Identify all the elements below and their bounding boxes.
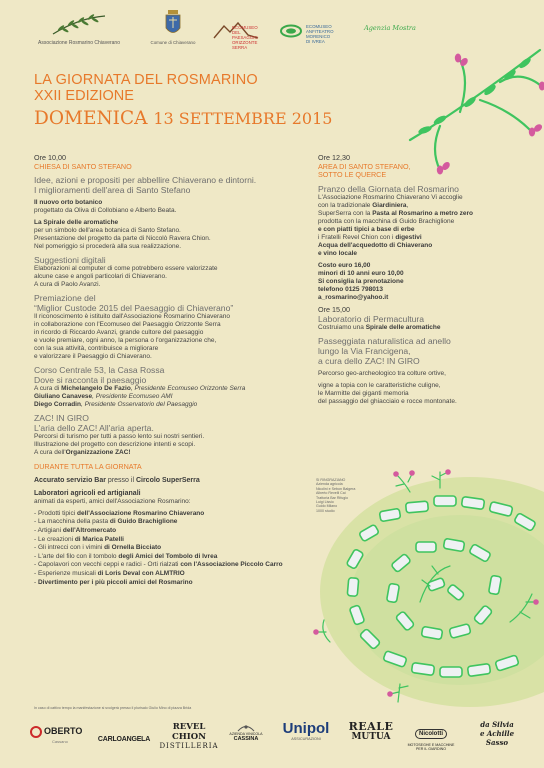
lab-subtitle: animati da esperti, amici dell'Associazione Rosmarino: bbox=[34, 497, 191, 505]
intro-line1: Idee, azioni e propositi per abbellire Chiaverano e dintorni. bbox=[34, 175, 257, 186]
lab-item-label: - L'arte del filo con il tombolo bbox=[34, 552, 119, 560]
zac-text: Illustrazione del progetto con descrizione intenti e scopi. bbox=[34, 441, 196, 449]
lab-item-author: degli Amici del Tombolo di Ivrea bbox=[118, 552, 218, 560]
logo-ecomuseo-line: ORIZZONTE bbox=[232, 40, 258, 45]
corso-curator-role: , Presidente Osservatorio del Paesaggio bbox=[80, 401, 198, 409]
zac-text bbox=[34, 449, 292, 457]
lab-list-item bbox=[34, 553, 292, 562]
sponsor-cassina-sub: AZIENDA VINICOLA bbox=[229, 732, 263, 736]
lab-item-author: di Loris Deval con ALMTRIO bbox=[97, 569, 185, 577]
rosemary-branch-icon bbox=[49, 12, 109, 38]
bar-mid: presso il bbox=[105, 476, 136, 484]
pranzo-text bbox=[318, 202, 518, 210]
sponsor-revel-chion bbox=[156, 722, 222, 750]
thanks-note-line: Nicolini e Sebon Balgera bbox=[316, 486, 356, 491]
sponsor-oberto-sub: Cassano bbox=[52, 739, 68, 744]
logo-ecomuseo-line: ECOMUSEO DEL bbox=[232, 25, 258, 35]
lab-permacultura-text bbox=[318, 324, 518, 332]
passeggiata-title: Passeggiata naturalistica ad anello bbox=[318, 336, 451, 347]
sponsor-revel-sub: DISTILLERIA bbox=[159, 742, 219, 750]
pranzo-text: e vino locale bbox=[318, 249, 358, 257]
zac-text-org: Organizzazione ZAC! bbox=[65, 449, 131, 457]
time-1000: Ore 10,00 bbox=[34, 153, 66, 162]
lab-list-item bbox=[34, 527, 292, 536]
pranzo-text: L'Associazione Rosmarino Chiaverano Vi accoglie bbox=[318, 193, 463, 201]
pranzo-text: Acqua dell'acquedotto di Chiaverano bbox=[318, 241, 433, 249]
premio-title: Premiazione del bbox=[34, 293, 96, 304]
pranzo-text-bold: Giardiniera bbox=[372, 201, 407, 209]
costo-email[interactable]: a_rosmarino@yahoo.it bbox=[318, 293, 389, 301]
sponsor-nicolotti-name: Nicolotti bbox=[415, 729, 447, 739]
title-edition: XXII EDIZIONE bbox=[34, 88, 134, 104]
spirale-text: per un simbolo dell'area botanica di Santo Stefano. bbox=[34, 227, 181, 235]
thanks-note-line: Trattoria Bar Rifugio bbox=[316, 495, 349, 500]
corso-curator-name: Giuliano Canavese bbox=[34, 393, 93, 401]
costo-line: Costo euro 16,00 bbox=[318, 261, 371, 269]
digitali-title: Suggestioni digitali bbox=[34, 255, 106, 266]
lab-list-item bbox=[34, 510, 292, 519]
thanks-note bbox=[316, 478, 376, 513]
swirl-logo-icon bbox=[280, 24, 302, 38]
time-1230: Ore 12,30 bbox=[318, 153, 350, 162]
pranzo-text-part: i Fratelli Revel Chion con i bbox=[318, 233, 396, 241]
spirale-text: Nel pomeriggio si procederà alla sua realizzazione. bbox=[34, 243, 182, 251]
digitali-text: Elaborazioni al computer di come potrebbero essere valorizzate bbox=[34, 265, 218, 273]
sponsor-reale-mutua bbox=[344, 721, 398, 742]
sponsor-unipol-sub: ASSICURAZIONI bbox=[291, 737, 321, 741]
pranzo-text-part: SuperSerra con la bbox=[318, 209, 373, 217]
place-santo-stefano: AREA DI SANTO STEFANO, bbox=[318, 161, 411, 171]
passeggiata-title: lungo la Via Francigena, bbox=[318, 346, 411, 357]
durante-heading: DURANTE TUTTA LA GIORNATA bbox=[34, 462, 142, 472]
pranzo-title: Pranzo della Giornata del Rosmarino bbox=[318, 183, 459, 194]
logo-ecomuseo-line: SERRA bbox=[232, 45, 248, 50]
event-date-rest: 13 SETTEMBRE 2015 bbox=[153, 109, 333, 128]
passeggiata-text: del passaggio del ghiacciaio e rocce montonate. bbox=[318, 398, 457, 406]
sponsor-cassina bbox=[224, 722, 268, 742]
grapevine-icon bbox=[237, 722, 255, 732]
lab-item-label: - Gli intrecci con i vimini bbox=[34, 544, 105, 552]
sponsor-logos bbox=[0, 718, 544, 762]
thanks-note-line: Guido Milano bbox=[316, 504, 338, 509]
logo-anfiteatro-line: MORENICO bbox=[306, 34, 331, 39]
sponsor-oberto-name: OBERTO bbox=[44, 726, 83, 736]
sponsor-silvia-name: da Silvia bbox=[480, 720, 514, 729]
premio-text: e vuole premiare, ogni anno, la persona o l'organizzazione che, bbox=[34, 337, 217, 345]
intro-line2: I miglioramenti dell'area di Santo Stefano bbox=[34, 185, 191, 196]
logo-associazione-rosmarino bbox=[24, 12, 134, 46]
logo-right-label: Agenzia Mostra bbox=[364, 24, 416, 32]
sponsor-carlo-name: CARLOANGELA bbox=[97, 736, 151, 743]
pranzo-text bbox=[318, 234, 518, 242]
corso-curator bbox=[34, 393, 292, 401]
corso-curator-name: Diego Corradin bbox=[34, 401, 81, 409]
lab-item-author: di Marica Patelli bbox=[74, 535, 124, 543]
event-date bbox=[34, 106, 374, 132]
pranzo-text: e con piatti tipici a base di erbe bbox=[318, 225, 415, 233]
title-line1: LA GIORNATA DEL ROSMARINO bbox=[34, 72, 258, 88]
logo-anfiteatro-line: ANFITEATRO bbox=[306, 29, 334, 34]
logo-ecomuseo-line: PAESAGGIO bbox=[232, 35, 258, 40]
lab-item-author: di Ornella Bicciato bbox=[104, 544, 162, 552]
sponsor-carlo-angela bbox=[92, 728, 156, 746]
corso-title: Corso Centrale 53, la Casa Rossa bbox=[34, 365, 165, 376]
sponsor-nicolotti bbox=[400, 722, 462, 751]
premio-text: Il riconoscimento è istituito dall'Associazione Rosmarino Chiaverano bbox=[34, 313, 230, 321]
costo-line: Si consiglia la prenotazione bbox=[318, 277, 404, 285]
pranzo-text-bold: digestivi bbox=[395, 233, 422, 241]
premio-text: in ricordo di Riccardo Avanzi, grande cultore del paesaggio bbox=[34, 329, 204, 337]
bar-circolo: Circolo SuperSerra bbox=[135, 476, 200, 484]
digitali-text: A cura di Paolo Avanzi. bbox=[34, 281, 101, 289]
lab-permacultura-prefix: Costruiamo una bbox=[318, 324, 366, 332]
logo-associazione-label: Associazione Rosmarino Chiaverano bbox=[38, 40, 120, 46]
title-block bbox=[34, 72, 374, 132]
zac-text-prefix: A cura dell' bbox=[34, 449, 66, 457]
lab-list-item bbox=[34, 518, 292, 527]
pranzo-text-part: con la tradizionale bbox=[318, 201, 373, 209]
digitali-text: alcune case e angoli particolari di Chiaverano. bbox=[34, 273, 167, 281]
passeggiata-title: a cura dello ZAC! IN GIRO bbox=[318, 356, 420, 367]
lab-item-label: - Esperienze musicali bbox=[34, 569, 98, 577]
event-date-day: DOMENICA bbox=[34, 108, 148, 129]
thanks-note-line: Azienda agricola bbox=[316, 482, 343, 487]
sponsor-silvia-name: e Achille Sasso bbox=[479, 729, 515, 747]
sponsor-reale-name: REALE bbox=[348, 720, 394, 733]
lab-item-label: - Artigiani bbox=[34, 526, 63, 534]
bar-service: Accurato servizio Bar bbox=[34, 476, 106, 484]
thanks-note-line: Luigi Lissio bbox=[316, 500, 334, 505]
spirale-title: La Spirale delle aromatiche bbox=[34, 219, 119, 227]
costo-line: minori di 10 anni euro 10,00 bbox=[318, 269, 404, 277]
premio-text: in collaborazione con l'Ecomuseo del Paesaggio Orizzonte Serra bbox=[34, 321, 221, 329]
corso-curator-role: , Presidente Ecomuseo Orizzonte Serra bbox=[130, 385, 246, 393]
time-1500: Ore 15,00 bbox=[318, 304, 350, 314]
sponsor-cassina-name: CASSINA bbox=[233, 736, 259, 742]
pranzo-text: prodotta con la macchina di Guido Brachiglione bbox=[318, 217, 455, 225]
lab-item-author: dell'Altromercato bbox=[62, 526, 117, 534]
premio-text: e valorizzare il Paesaggio di Chiaverano. bbox=[34, 353, 152, 361]
logo-anfiteatro-line: ECOMUSEO bbox=[306, 24, 332, 29]
costo-phone: telefono 0125 798013 bbox=[318, 285, 384, 293]
logo-comune-label: Comune di Chiaverano bbox=[150, 40, 196, 45]
premio-text: con la sua attività, contribuisce a migliorare bbox=[34, 345, 159, 353]
orto-title: Il nuovo orto botanico bbox=[34, 199, 103, 207]
lab-list-item bbox=[34, 579, 292, 588]
lab-list-item bbox=[34, 536, 292, 545]
lab-item-author: con l'Associazione Piccolo Carro bbox=[180, 561, 283, 569]
thanks-note-line: SI RINGRAZIANO bbox=[316, 478, 346, 482]
program-right-column bbox=[318, 154, 518, 406]
sponsor-revel-name: REVEL CHION bbox=[172, 722, 206, 742]
sponsor-unipol-name: Unipol bbox=[282, 720, 330, 737]
lab-item-label: - La macchina della pasta bbox=[34, 518, 110, 526]
passeggiata-text: Percorso geo-archeologico tra colture ortive, bbox=[318, 370, 446, 378]
program-left-column bbox=[34, 154, 292, 587]
lab-item-label: - Prodotti tipici bbox=[34, 509, 77, 517]
corso-curator bbox=[34, 385, 292, 393]
lab-permacultura-bold: Spirale delle aromatiche bbox=[365, 324, 441, 332]
oberto-circle-icon bbox=[30, 726, 42, 738]
sponsor-reale-sub: MUTUA bbox=[351, 732, 391, 742]
corso-curator-name: Michelangelo De Fazio bbox=[61, 385, 131, 393]
premio-title: “Miglior Custode 2015 del Paesaggio di Chiaverano” bbox=[34, 303, 234, 314]
thanks-note-line: 1000 studio bbox=[316, 508, 335, 513]
passeggiata-text: vigne a topia con le caratteristiche culigne, bbox=[318, 382, 441, 390]
lab-item-author: Divertimento per i più piccoli amici del Rosmarino bbox=[37, 578, 193, 586]
place-chiesa: CHIESA DI SANTO STEFANO bbox=[34, 161, 132, 171]
passeggiata-text: le Marmitte dei giganti memoria bbox=[318, 390, 409, 398]
bar-line bbox=[34, 476, 292, 485]
weather-note: In caso di cattivo tempo la manifestazione si svolgerà presso il plurisalo Giulio Mino di piazza Brida bbox=[34, 706, 192, 710]
lab-item-author: dell'Associazione Rosmarino Chiaverano bbox=[77, 509, 205, 517]
sponsor-unipol bbox=[276, 720, 336, 741]
lab-list-item bbox=[34, 544, 292, 553]
lab-list bbox=[34, 510, 292, 587]
corso-curator bbox=[34, 401, 292, 409]
corso-curator-role: , Presidente Ecomuseo AMI bbox=[92, 393, 173, 401]
zac-text: Percorsi di turismo per tutti a passo lento sui nostri sentieri. bbox=[34, 433, 205, 441]
corso-curator-prefix: A cura di bbox=[34, 385, 62, 393]
pranzo-text-part: , bbox=[406, 201, 409, 209]
logo-comune bbox=[148, 10, 198, 45]
logo-anfiteatro-line: DI IVREA bbox=[306, 39, 325, 44]
lab-item-label: - Capolavori con vecchi ceppi e radici - Orti rialzati bbox=[34, 561, 181, 569]
lab-title: Laboratori agricoli ed artigianali bbox=[34, 489, 141, 497]
sponsor-nicolotti-sub: MOTOSEGHE E MACCHINE bbox=[407, 743, 455, 747]
lab-item-author: di Guido Brachiglione bbox=[109, 518, 178, 526]
lab-permacultura-title: Laboratorio di Permacultura bbox=[318, 314, 425, 325]
lab-list-item bbox=[34, 570, 292, 579]
zac-title: ZAC! IN GIRO bbox=[34, 413, 89, 424]
orto-text: progettato da Oliva di Collobiano e Alberto Beata. bbox=[34, 207, 177, 215]
pranzo-text bbox=[318, 210, 518, 218]
place-querce: SOTTO LE QUERCE bbox=[318, 170, 387, 180]
sponsor-nicolotti-sub: PER IL GIARDINO bbox=[415, 747, 447, 751]
thanks-note-line: Alberto Revelli Cai bbox=[316, 491, 346, 496]
lab-list-item bbox=[34, 561, 292, 570]
sponsor-da-silvia bbox=[468, 720, 526, 747]
lab-item-label: - Le creazioni bbox=[34, 535, 75, 543]
spirale-text: Presentazione del progetto da parte di Niccolò Ravera Chion. bbox=[34, 235, 211, 243]
pranzo-text-bold: Pasta al Rosmarino a metro zero bbox=[372, 209, 473, 217]
zac-title: L'aria dello ZAC! All'aria aperta. bbox=[34, 423, 154, 434]
corso-title: Dove si racconta il paesaggio bbox=[34, 375, 147, 386]
coat-of-arms-icon bbox=[164, 10, 182, 38]
lab-item-label: - bbox=[34, 578, 38, 586]
